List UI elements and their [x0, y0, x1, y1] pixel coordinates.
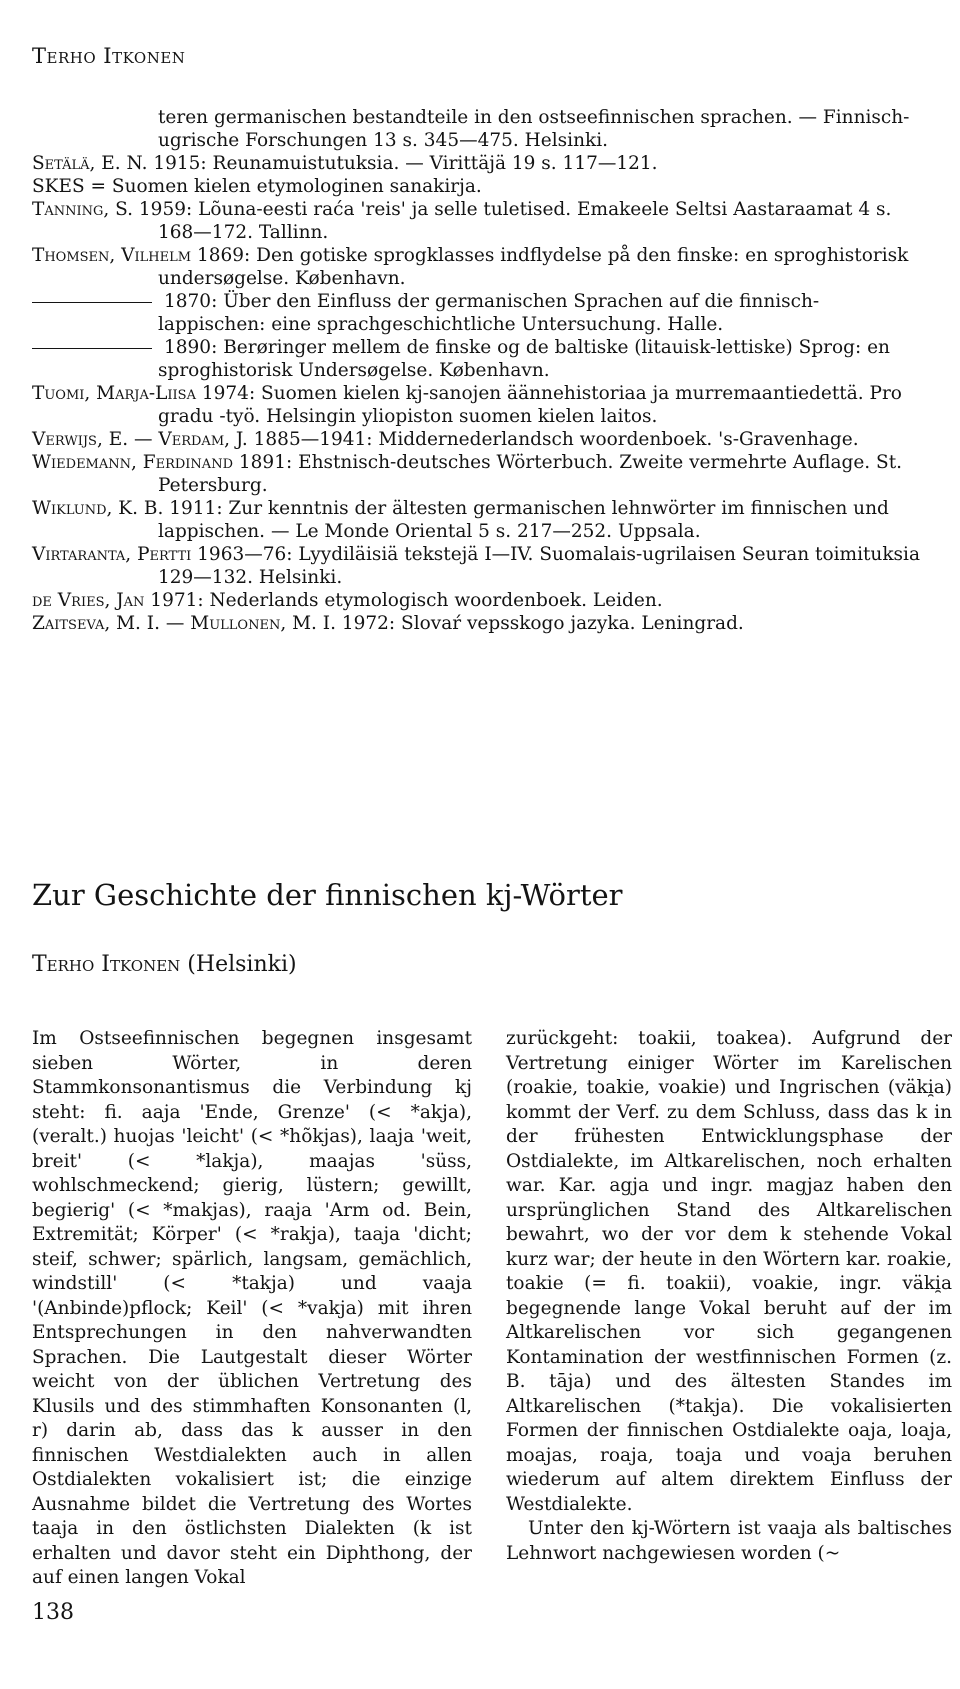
bibliography-text: 1959: Lõuna-eesti raća 'reis' ja selle tuletised. Emakeele Seltsi Aastaraamat 4 s. 168—172. Tallinn. — [133, 199, 892, 243]
bibliography-author: Wiedemann, Ferdinand — [32, 452, 233, 473]
bibliography-author: de Vries, Jan — [32, 590, 145, 611]
body-paragraph: Unter den kj-Wörtern ist vaaja als baltisches Lehnwort nachgewiesen worden (~ — [506, 1518, 952, 1564]
bibliography-entry — [32, 152, 924, 175]
body-column-right — [506, 1027, 952, 1566]
bibliography-entry — [32, 451, 924, 497]
bibliography-author: Verwijs, E. — Verdam, J. — [32, 429, 248, 450]
bibliography-text: 1891: Ehstnisch-deutsches Wörterbuch. Zweite vermehrte Auflage. St. Petersburg. — [158, 452, 903, 496]
running-head: Terho Itkonen — [32, 44, 186, 68]
bibliography-text: 1890: Berøringer mellem de finske og de baltiske (litauisk-lettiske) Sprog: en sproghistorisk Undersøgelse. København. — [158, 337, 890, 381]
bibliography-entry — [32, 589, 924, 612]
bibliography-text: teren germanischen bestandteile in den ostseefinnischen sprachen. — Finnisch-ugrische Forschungen 13 s. 345—475. Helsinki. — [158, 107, 910, 151]
body-paragraph: Im Ostseefinnischen begegnen insgesamt sieben Wörter, in deren Stammkonsonantismus die Verbindung kj steht: fi. aaja 'Ende, Grenze' (< *akja), (veralt.) huojas 'leicht' (< *hõkjas), laaja 'weit, breit' (< *lakja), maajas 'süss, wohlschmeckend; gierig, lüstern; gewillt, begierig' (< *makjas), raaja 'Arm od. Bein, Extremität; Körper' (< *rakja), taaja 'dicht; steif, schwer; spärlich, langsam, gemächlich, windstill' (< *takja) und vaaja '(Anbinde)pflock; Keil' (< *vakja) mit ihren Entsprechungen in den nahverwandten Sprachen. Die Lautgestalt dieser Wörter weicht von der üblichen Vertretung des Klusils und des stimmhaften Konsonanten (l, r) darin ab, dass das k ausser in den finnischen Westdialekten auch in allen Ostdialekten vokalisiert ist; die einzige Ausnahme bildet die Vertretung des Wortes taaja in den östlichsten Dialekten (k ist erhalten und davor steht ein Diphthong, der auf einen langen Vokal — [32, 1028, 472, 1588]
bibliography-author: Tuomi, Marja-Liisa — [32, 383, 196, 404]
ditto-dash — [32, 302, 152, 303]
bibliography-text: 1911: Zur kenntnis der ältesten germanischen lehnwörter im finnischen und lappischen. — Le Monde Oriental 5 s. 217—252. Uppsala. — [158, 498, 889, 542]
bibliography-text: SKES = Suomen kielen etymologinen sanakirja. — [32, 176, 482, 197]
bibliography-author: Virtaranta, Pertti — [32, 544, 192, 565]
body-column-left — [32, 1027, 472, 1591]
bibliography-entry — [32, 198, 924, 244]
bibliography-text: 1971: Nederlands etymologisch woordenboek. Leiden. — [144, 590, 663, 611]
bibliography-entry — [32, 543, 924, 589]
bibliography-text: 1974: Suomen kielen kj-sanojen äännehistoriaa ja murremaantiedettä. Pro gradu -työ. Helsingin yliopiston suomen kielen laitos. — [158, 383, 902, 427]
page-number: 138 — [32, 1600, 74, 1625]
bibliography-entry — [32, 244, 924, 290]
author-line — [32, 952, 297, 977]
bibliography-text: 1915: Reunamuistutuksia. — Virittäjä 19 s. 117—121. — [147, 153, 658, 174]
bibliography-author: Thomsen, Vilhelm — [32, 245, 192, 266]
author-name: Terho Itkonen — [32, 952, 181, 977]
bibliography-text: 1885—1941: Middernederlandsch woordenboek. 's-Gravenhage. — [247, 429, 859, 450]
bibliography-author: Wiklund, K. B. — [32, 498, 164, 519]
ditto-dash — [32, 348, 152, 349]
bibliography — [32, 106, 924, 635]
bibliography-entry — [32, 336, 924, 382]
bibliography-entry — [32, 382, 924, 428]
bibliography-author: Setälä, E. N. — [32, 153, 148, 174]
bibliography-entry — [32, 175, 924, 198]
bibliography-text: 1869: Den gotiske sprogklasses indflydelse på den finske: en sproghistorisk undersøgelse. København. — [158, 245, 909, 289]
bibliography-entry — [32, 106, 924, 152]
bibliography-text: 1870: Über den Einfluss der germanischen Sprachen auf die finnisch-lappischen: eine sprachgeschichtliche Untersuchung. Halle. — [158, 291, 820, 335]
bibliography-entry — [32, 428, 924, 451]
bibliography-text: 1963—76: Lyydiläisiä tekstejä I—IV. Suomalais-ugrilaisen Seuran toimituksia 129—132. Helsinki. — [158, 544, 920, 588]
author-affiliation: (Helsinki) — [187, 952, 297, 977]
bibliography-entry — [32, 290, 924, 336]
bibliography-author: Zaitseva, M. I. — Mullonen, M. I. — [32, 613, 336, 634]
bibliography-entry — [32, 497, 924, 543]
bibliography-text: 1972: Slovaŕ vepsskogo jazyka. Leningrad. — [335, 613, 744, 634]
bibliography-entry — [32, 612, 924, 635]
body-paragraph: zurückgeht: toakii, toakea). Aufgrund der Vertretung einiger Wörter im Karelischen (roakie, toakie, voakie) und Ingrischen (väki̯a) kommt der Verf. zu dem Schluss, dass das k in der frühesten Entwicklungsphase der Ostdialekte, im Altkarelischen, noch erhalten war. Kar. agja und ingr. magjaz haben den ursprünglichen Stand des Altkarelischen bewahrt, wo der vor dem k stehende Vokal kurz war; der heute in den Wörtern kar. roakie, toakie (= fi. toakii), voakie, ingr. väki̯a begegnende lange Vokal beruht auf der im Altkarelischen vor sich gegangenen Kontamination der westfinnischen Formen (z. B. tāja) und des ältesten Standes im Altkarelischen (*takja). Die vokalisierten Formen der finnischen Ostdialekte oaja, loaja, moajas, roaja, toaja und voaja beruhen wiederum auf altem direktem Einfluss der Westdialekte. — [506, 1028, 952, 1515]
article-title: Zur Geschichte der finnischen kj-Wörter — [32, 878, 623, 912]
bibliography-author: Tanning, S. — [32, 199, 134, 220]
